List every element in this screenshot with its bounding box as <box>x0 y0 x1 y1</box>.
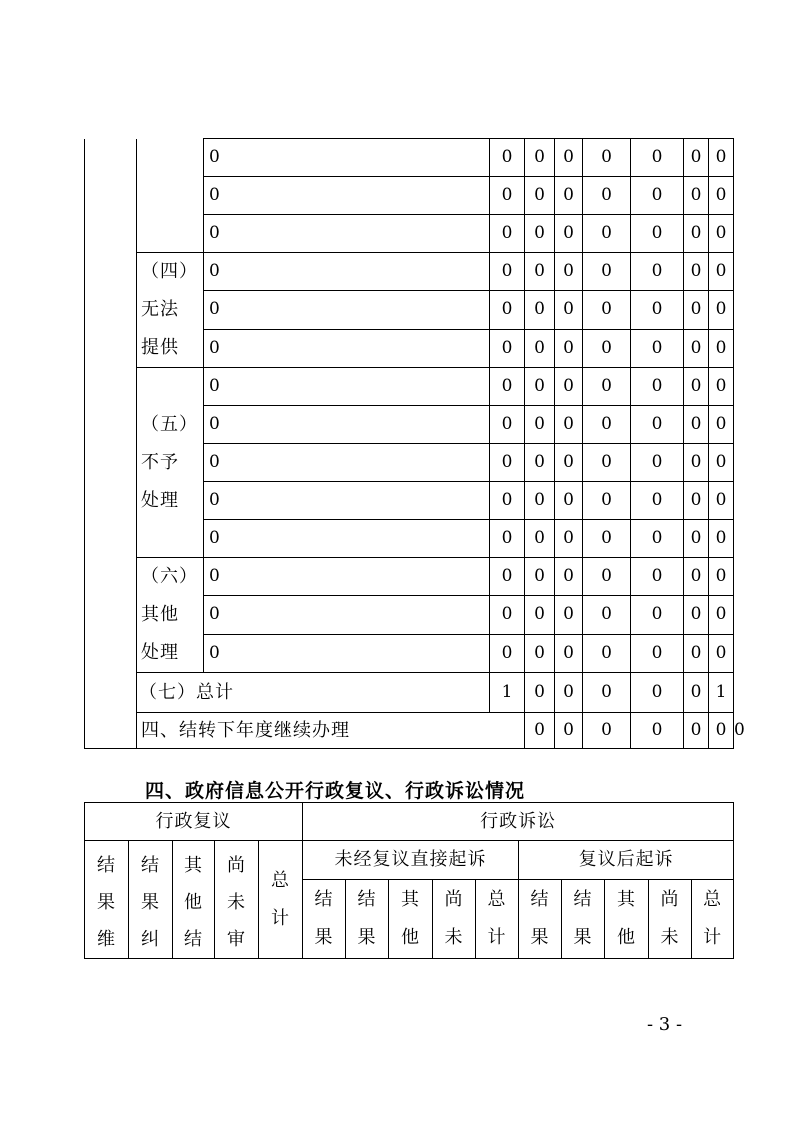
table-cell: 0 <box>525 291 555 329</box>
table-header-row <box>85 803 734 841</box>
total-row <box>85 673 734 713</box>
category-label-line: 无法 <box>141 299 179 320</box>
table-cell: 0 <box>684 253 709 291</box>
table-cell: 0 <box>684 177 709 215</box>
row-description: 0 <box>204 329 490 367</box>
header-char: 果 <box>141 892 160 913</box>
table-row <box>85 139 734 177</box>
table-cell: 0 <box>525 713 555 749</box>
direct-col-corrected <box>346 879 389 958</box>
header-char: 果 <box>357 926 377 948</box>
table-cell: 0 <box>684 634 709 672</box>
table-row <box>85 558 734 596</box>
table-cell: 0 <box>631 291 684 329</box>
row-description: 0 <box>204 215 490 253</box>
table-cell: 0 <box>555 329 583 367</box>
table-cell: 0 <box>525 558 555 596</box>
table-cell: 0 <box>631 482 684 520</box>
table-cell: 0 <box>631 634 684 672</box>
continued-category-cell <box>137 139 204 253</box>
table-cell: 0 <box>583 406 631 444</box>
direct-col-other <box>389 879 433 958</box>
table-cell: 0 <box>555 291 583 329</box>
table-cell: 0 <box>555 444 583 482</box>
table-header-row <box>85 841 734 880</box>
table-cell: 0 <box>525 406 555 444</box>
header-char: 其 <box>401 888 421 910</box>
table-cell: 0 <box>490 329 525 367</box>
category-label-line: （四） <box>141 261 198 282</box>
table-cell: 0 <box>631 139 684 177</box>
direct-col-pending <box>433 879 476 958</box>
table-cell: 0 <box>684 368 709 406</box>
table-cell: 0 <box>525 368 555 406</box>
table-cell: 0 <box>490 596 525 634</box>
table-cell: 0 <box>490 520 525 558</box>
reconsideration-col-total <box>259 841 303 959</box>
table-cell: 0 <box>555 406 583 444</box>
header-char: 尚 <box>227 855 246 876</box>
after-col-total <box>692 879 734 958</box>
table-cell: 0 <box>583 673 631 713</box>
header-char: 计 <box>487 926 507 948</box>
reconsideration-header: 行政复议 <box>85 803 303 841</box>
header-char: 果 <box>573 926 593 948</box>
row-description: 0 <box>204 406 490 444</box>
table-cell: 0 <box>525 444 555 482</box>
table-cell: 0 <box>525 329 555 367</box>
table-cell: 0 <box>555 368 583 406</box>
table-cell: 0 <box>525 634 555 672</box>
category-other <box>137 558 204 673</box>
table-cell: 0 <box>525 673 555 713</box>
table-cell: 0 <box>684 444 709 482</box>
outer-category-cell <box>85 139 137 749</box>
table-cell: 0 <box>684 291 709 329</box>
table-cell: 0 <box>583 139 631 177</box>
header-char: 纠 <box>141 929 160 950</box>
header-char: 尚 <box>660 888 680 910</box>
table-cell: 0 <box>525 139 555 177</box>
table-cell: 0 <box>583 215 631 253</box>
table-cell: 0 <box>525 520 555 558</box>
row-description: 0 <box>204 482 490 520</box>
category-label-line: 处理 <box>141 642 179 663</box>
header-char: 他 <box>401 926 421 948</box>
table-cell: 0 <box>631 713 684 749</box>
table-cell: 0 <box>631 444 684 482</box>
category-label-line: （五） <box>141 413 198 435</box>
table-cell: 0 <box>684 713 709 749</box>
table-cell: 0 <box>490 444 525 482</box>
table-cell: 0 <box>709 520 734 558</box>
table-cell: 0 <box>709 329 734 367</box>
header-char: 结 <box>530 888 550 910</box>
table-cell: 0 <box>583 444 631 482</box>
table-cell: 0 <box>684 520 709 558</box>
row-description: 0 <box>204 596 490 634</box>
table-row <box>85 253 734 291</box>
table-cell: 0 <box>709 291 734 329</box>
table-cell: 0 <box>555 139 583 177</box>
header-char: 结 <box>184 929 203 950</box>
table-cell: 0 <box>525 482 555 520</box>
table-cell: 0 <box>709 215 734 253</box>
header-char: 其 <box>184 855 203 876</box>
reconsideration-col-pending <box>215 841 259 959</box>
table-cell: 0 <box>525 596 555 634</box>
row-description: 0 <box>204 520 490 558</box>
table-cell: 0 <box>631 673 684 713</box>
header-char: 他 <box>617 926 637 948</box>
table-cell: 0 <box>684 139 709 177</box>
table-cell: 0 <box>555 253 583 291</box>
table-cell: 0 <box>684 482 709 520</box>
table-cell: 0 <box>583 253 631 291</box>
table-cell: 0 <box>490 177 525 215</box>
row-description: 0 <box>204 368 490 406</box>
litigation-header: 行政诉讼 <box>303 803 734 841</box>
table-cell: 0 <box>709 444 734 482</box>
table-cell: 0 <box>583 520 631 558</box>
table-cell: 0 <box>490 291 525 329</box>
table-cell: 0 <box>709 634 734 672</box>
table-cell: 0 <box>709 558 734 596</box>
table-cell: 0 <box>555 177 583 215</box>
table-cell: 0 <box>631 368 684 406</box>
table-cell: 0 <box>583 291 631 329</box>
table-cell: 0 <box>709 406 734 444</box>
table-cell: 0 <box>684 329 709 367</box>
table-cell: 0 <box>684 673 709 713</box>
table-cell: 0 <box>490 253 525 291</box>
direct-col-total <box>476 879 519 958</box>
row-description: 0 <box>204 558 490 596</box>
table-cell: 0 <box>631 177 684 215</box>
table-cell: 0 <box>490 368 525 406</box>
table-cell: 0 <box>631 215 684 253</box>
header-char: 结 <box>141 855 160 876</box>
category-label-line: 其他 <box>141 604 179 625</box>
table-cell: 0 <box>555 482 583 520</box>
header-char: 总 <box>703 888 723 910</box>
header-char: 结 <box>357 888 377 910</box>
header-char: 结 <box>573 888 593 910</box>
row-description: 0 <box>204 139 490 177</box>
table-cell: 0 <box>583 482 631 520</box>
table-cell: 0 <box>583 634 631 672</box>
direct-litigation-header: 未经复议直接起诉 <box>303 841 519 880</box>
table-cell: 0 <box>631 596 684 634</box>
table-cell: 0 <box>631 253 684 291</box>
table-cell: 0 <box>555 215 583 253</box>
header-char: 尚 <box>444 888 464 910</box>
table-cell: 0 <box>631 329 684 367</box>
row-description: 0 <box>204 253 490 291</box>
table-cell: 0 <box>555 520 583 558</box>
category-label-line: 提供 <box>141 337 179 358</box>
after-col-upheld <box>519 879 562 958</box>
table-cell: 0 <box>709 368 734 406</box>
direct-col-upheld <box>303 879 346 958</box>
review-litigation-table <box>84 802 734 959</box>
header-char: 未 <box>444 926 464 948</box>
header-char: 他 <box>184 892 203 913</box>
category-label-line: 不予 <box>141 451 179 473</box>
table-cell: 0 <box>555 634 583 672</box>
after-col-pending <box>649 879 692 958</box>
row-description: 0 <box>204 634 490 672</box>
category-label-line: （六） <box>141 566 198 587</box>
header-char: 果 <box>314 926 334 948</box>
category-cannot-provide <box>137 253 204 368</box>
header-char: 总 <box>271 869 291 891</box>
table-cell: 0 <box>525 177 555 215</box>
table-cell: 0 <box>583 558 631 596</box>
total-label: （七）总计 <box>137 673 490 713</box>
header-char: 计 <box>703 926 723 948</box>
header-char: 未 <box>660 926 680 948</box>
table-cell: 0 <box>555 558 583 596</box>
after-col-other <box>605 879 649 958</box>
table-cell: 0 <box>490 558 525 596</box>
table-cell: 0 <box>525 215 555 253</box>
table-cell: 0 <box>684 406 709 444</box>
table-cell: 0 <box>555 713 583 749</box>
table-cell: 0 <box>583 713 631 749</box>
header-char: 果 <box>530 926 550 948</box>
header-char: 维 <box>97 929 116 950</box>
carry-over-label: 四、结转下年度继续办理 <box>137 713 525 749</box>
reconsideration-col-corrected <box>129 841 173 959</box>
table-cell: 0 <box>490 215 525 253</box>
header-char: 其 <box>617 888 637 910</box>
page-number: - 3 - <box>647 1014 683 1035</box>
category-not-processed <box>137 368 204 558</box>
disposition-results-table <box>84 138 745 749</box>
row-description: 0 <box>204 177 490 215</box>
table-cell: 0 <box>709 596 734 634</box>
header-char: 结 <box>314 888 334 910</box>
table-cell: 0 <box>490 406 525 444</box>
table-cell: 0 <box>631 406 684 444</box>
carry-over-row: 四、结转下年度继续办理 0 0 0 0 0 0 0 <box>85 713 734 749</box>
reconsideration-col-other <box>173 841 215 959</box>
table-cell: 0 <box>490 482 525 520</box>
header-char: 结 <box>97 855 116 876</box>
table-cell: 0 <box>684 558 709 596</box>
reconsideration-col-upheld <box>85 841 129 959</box>
category-label-line: 处理 <box>141 489 179 511</box>
after-col-corrected <box>562 879 605 958</box>
table-cell: 0 <box>631 520 684 558</box>
after-reconsideration-header: 复议后起诉 <box>519 841 734 880</box>
table-cell: 0 <box>525 253 555 291</box>
table-cell: 0 <box>709 482 734 520</box>
header-char: 计 <box>271 907 291 929</box>
table-cell: 0 <box>555 673 583 713</box>
table-cell: 0 <box>709 713 734 749</box>
table-cell: 0 <box>583 368 631 406</box>
table-cell: 0 <box>684 596 709 634</box>
header-char: 总 <box>487 888 507 910</box>
table-cell: 0 <box>583 177 631 215</box>
table-cell: 0 <box>583 596 631 634</box>
table-cell: 0 <box>709 139 734 177</box>
table-cell: 1 <box>490 673 525 713</box>
table-cell: 0 <box>709 253 734 291</box>
table-cell: 0 <box>555 596 583 634</box>
table-cell: 0 <box>583 329 631 367</box>
header-char: 未 <box>227 892 246 913</box>
row-description: 0 <box>204 291 490 329</box>
table-cell: 0 <box>490 139 525 177</box>
table-cell: 0 <box>490 634 525 672</box>
section-title: 四、政府信息公开行政复议、行政诉讼情况 <box>145 780 526 802</box>
table-cell: 0 <box>631 558 684 596</box>
header-char: 审 <box>227 929 246 950</box>
header-char: 果 <box>97 892 116 913</box>
table-cell: 1 <box>709 673 734 713</box>
row-description: 0 <box>204 444 490 482</box>
table-cell: 0 <box>709 177 734 215</box>
table-row <box>85 368 734 406</box>
table-cell: 0 <box>684 215 709 253</box>
